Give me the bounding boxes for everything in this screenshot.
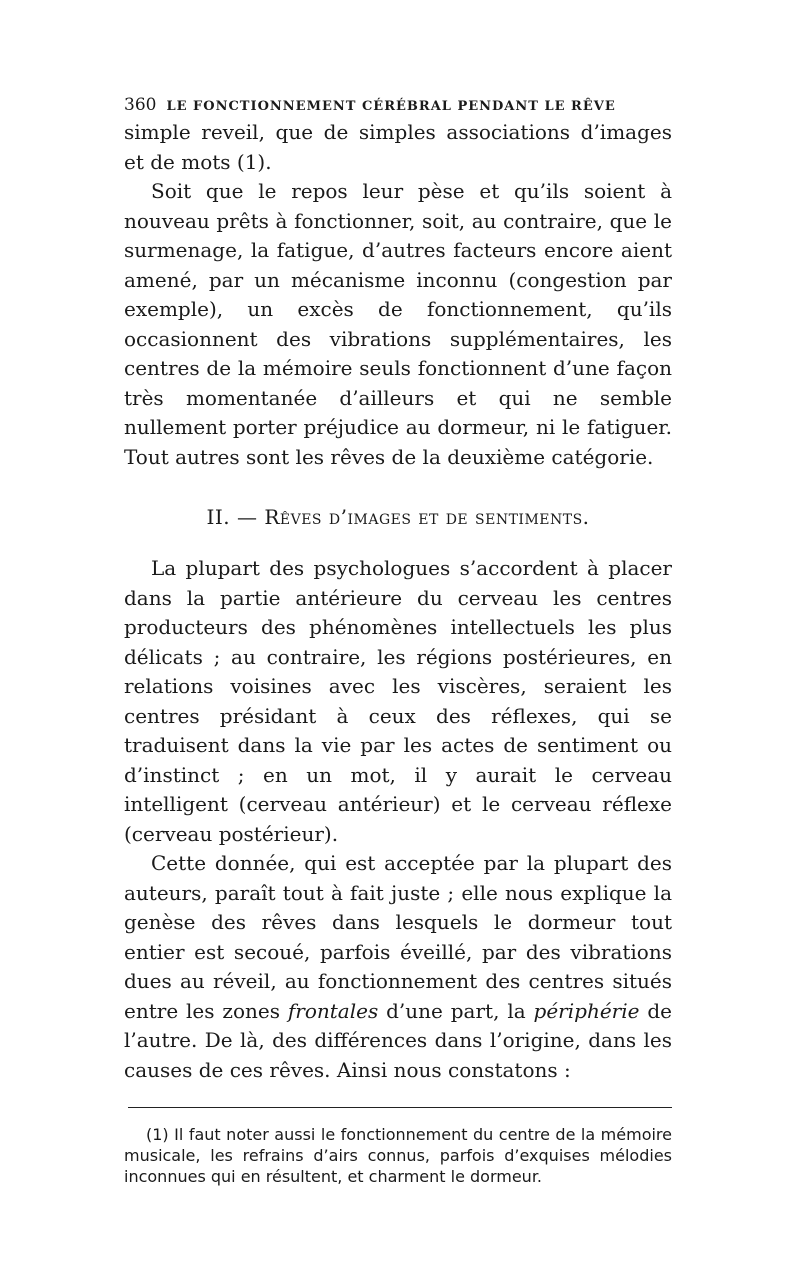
- paragraph-continuation: simple reveil, que de simples associations d’images et de mots (1).: [124, 120, 672, 174]
- paragraph: Soit que le repos leur pèse et qu’ils soient à nouveau prêts à fonctionner, soit, au contraire, que le surmenage, la fatigue, d’autres facteurs encore aient amené, par un mécanisme inconnu (congestion par exemple), un excès de fonctionnement, qu’ils occasionnent des vibrations supplémentaires, les centres de la mémoire seuls fonctionnent d’une façon très momentanée d’ailleurs et qui ne semble nullement porter préjudice au dormeur, ni le fatiguer. Tout autres sont les rêves de la deuxième catégorie.: [124, 179, 672, 469]
- section-number: II. —: [206, 505, 258, 529]
- running-header: [124, 92, 672, 118]
- main-text: [124, 118, 672, 1085]
- book-page: [124, 92, 672, 1187]
- paragraph: [124, 849, 672, 1085]
- text-run: Cette donnée, qui est acceptée par la plupart des auteurs, paraît tout à fait juste ; elle nous explique la genèse des rêves dans lesquels le dormeur tout entier est secoué, parfois éveillé, par des vibrations dues au réveil, au fonctionnement des centres situés entre les zones: [124, 851, 672, 1023]
- section-title: Rêves d’images et de sentiments.: [264, 505, 590, 529]
- text-run: de l’autre. De là, des différences dans l’origine, dans les causes de ces rêves. Ainsi nous constatons :: [124, 998, 672, 1082]
- running-title: LE FONCTIONNEMENT CÉRÉBRAL PENDANT LE RÊVE: [166, 99, 616, 114]
- italic-term: frontales: [287, 998, 379, 1023]
- section-heading: [124, 502, 672, 532]
- footnote-divider: [128, 1107, 672, 1108]
- text-run: d’une part, la: [386, 998, 526, 1023]
- italic-term: périphérie: [533, 998, 640, 1023]
- footnote: (1) Il faut noter aussi le fonctionnement du centre de la mémoire musicale, les refrains d’airs connus, parfois d’exquises mélodies inconnues qui en résultent, et charment le dormeur.: [124, 1125, 672, 1186]
- paragraph: La plupart des psychologues s’accordent à placer dans la partie antérieure du cerveau les centres producteurs des phénomènes intellectuels les plus délicats ; au contraire, les régions postérieures, en relations voisines avec les viscères, seraient les centres présidant à ceux des réflexes, qui se traduisent dans la vie par les actes de sentiment ou d’instinct ; en un mot, il y aurait le cerveau intelligent (cerveau antérieur) et le cerveau réflexe (cerveau postérieur).: [124, 556, 672, 846]
- page-number: 360: [124, 95, 157, 115]
